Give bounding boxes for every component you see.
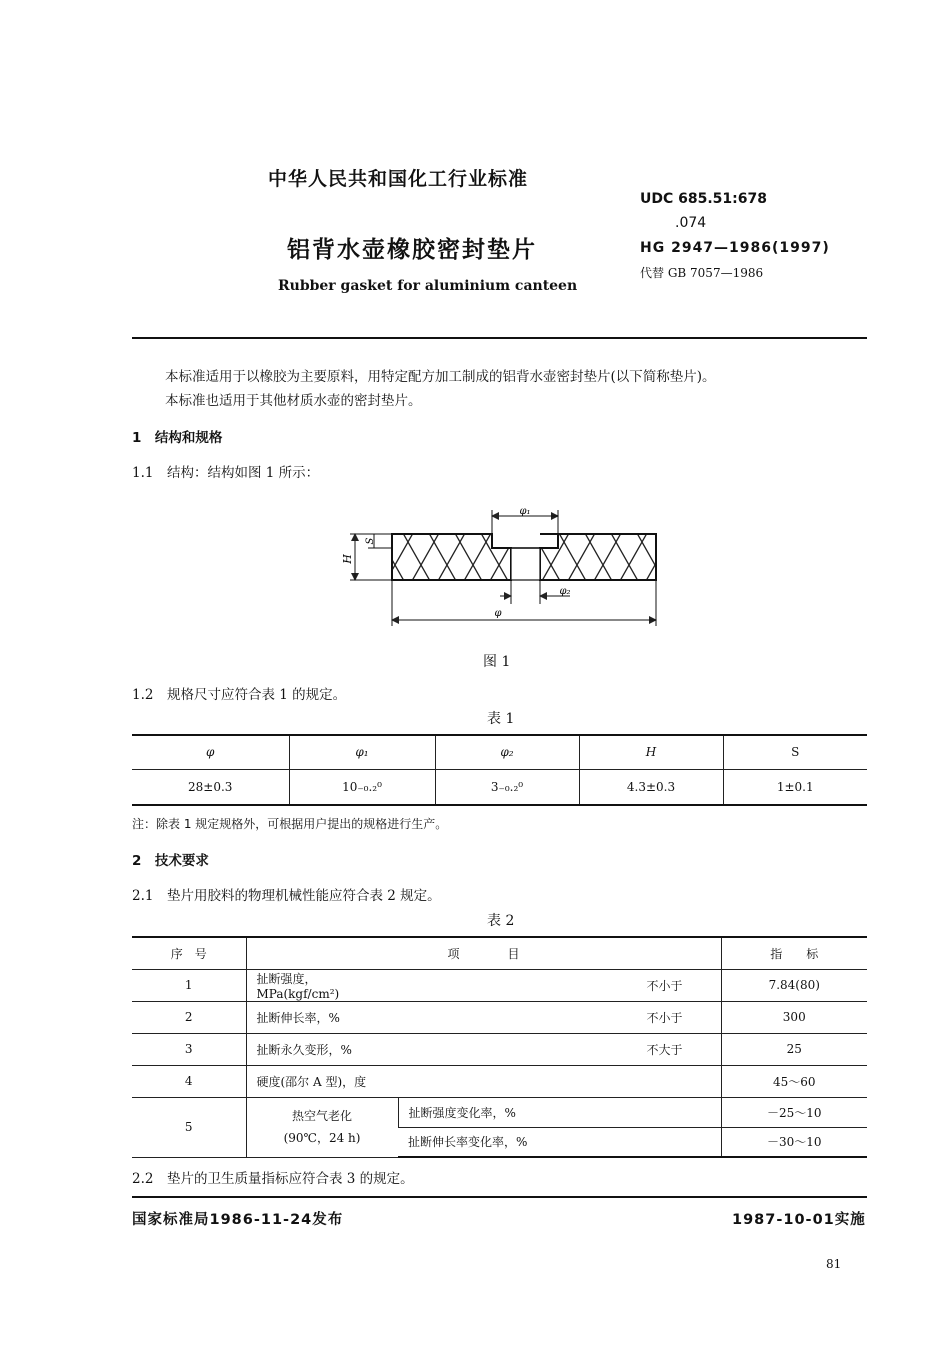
table-1-cell-h: 4.3±0.3	[579, 769, 723, 805]
clause-1-1: 1.1 结构：结构如图 1 所示：	[132, 465, 320, 481]
row-value: －30～10	[721, 1127, 867, 1157]
clause-2-2: 2.2 垫片的卫生质量指标应符合表 3 的规定。	[132, 1171, 414, 1187]
row-condition: 不小于	[398, 969, 721, 1001]
standard-category: 中华人民共和国化工行业标准	[268, 168, 529, 190]
row-item: 扯断强度变化率，%	[398, 1097, 721, 1127]
footer-rule	[132, 1196, 867, 1198]
table-1-header-phi1: φ₁	[355, 745, 369, 760]
aging-group-condition: (90℃，24 h)	[283, 1131, 361, 1145]
table-1-cell-phi2: 3₋₀.₂⁰	[435, 769, 579, 805]
row-value: －25～10	[721, 1097, 867, 1127]
dim-label-phi2: φ₂	[559, 586, 571, 597]
udc-code-continued: .074	[675, 215, 707, 231]
table-1-cell-phi: 28±0.3	[132, 769, 289, 805]
page-number: 81	[826, 1257, 842, 1271]
table-row	[132, 1065, 867, 1097]
scope-paragraph-2: 本标准也适用于其他材质水壶的密封垫片。	[165, 393, 422, 409]
row-no: 5	[132, 1097, 246, 1157]
table-1-header-phi: φ	[206, 745, 215, 760]
table-2-header-no: 序 号	[132, 937, 246, 969]
table-1	[132, 734, 867, 806]
aging-group-label: 热空气老化	[291, 1109, 352, 1123]
table-1-note: 注：除表 1 规定规格外，可根据用户提出的规格进行生产。	[132, 817, 448, 831]
row-item: 扯断伸长率变化率，%	[398, 1127, 721, 1157]
table-row	[132, 1001, 867, 1033]
row-item: 硬度(邵尔 A 型)，度	[246, 1065, 398, 1097]
figure-1-caption: 图 1	[483, 654, 511, 670]
table-1-caption: 表 1	[487, 711, 515, 727]
table-row	[132, 1097, 867, 1127]
row-value: 7.84(80)	[721, 969, 867, 1001]
row-value: 300	[721, 1001, 867, 1033]
section-2-heading: 2 技术要求	[132, 853, 209, 869]
section-1-heading: 1 结构和规格	[132, 430, 223, 446]
row-no: 4	[132, 1065, 246, 1097]
table-1-cell-s: 1±0.1	[723, 769, 867, 805]
standard-number: HG 2947—1986(1997)	[640, 240, 830, 256]
table-2-header-item: 项 目	[246, 937, 721, 969]
document-title: 铝背水壶橡胶密封垫片	[287, 237, 537, 263]
dim-label-h: H	[341, 554, 354, 564]
replaces-standard: 代替 GB 7057—1986	[640, 266, 764, 280]
table-2-caption: 表 2	[487, 913, 515, 929]
row-no: 2	[132, 1001, 246, 1033]
row-no: 1	[132, 969, 246, 1001]
clause-2-1: 2.1 垫片用胶料的物理机械性能应符合表 2 规定。	[132, 888, 441, 904]
gasket-structure-figure	[330, 496, 670, 636]
gasket-cross-section-right	[540, 534, 656, 580]
row-condition	[398, 1065, 721, 1097]
dim-label-phi: φ	[494, 608, 502, 619]
gasket-cross-section	[392, 534, 511, 580]
udc-code: UDC 685.51:678	[640, 191, 767, 207]
table-row	[132, 1033, 867, 1065]
header-rule	[132, 337, 867, 339]
table-row	[132, 969, 867, 1001]
dim-label-s: S	[365, 537, 376, 545]
scope-paragraph: 本标准适用于以橡胶为主要原料，用特定配方加工制成的铝背水壶密封垫片(以下简称垫片)。	[165, 369, 716, 385]
row-item: 扯断伸长率，%	[246, 1001, 398, 1033]
row-value: 25	[721, 1033, 867, 1065]
effective-date: 1987-10-01实施	[732, 1212, 866, 1228]
row-value: 45～60	[721, 1065, 867, 1097]
table-1-header-phi2: φ₂	[500, 745, 514, 760]
table-1-header-s: S	[791, 745, 800, 760]
row-no: 3	[132, 1033, 246, 1065]
row-item: 扯断永久变形，%	[246, 1033, 398, 1065]
dim-label-phi1: φ₁	[519, 506, 531, 517]
issue-date: 国家标准局1986-11-24发布	[132, 1212, 344, 1228]
clause-1-2: 1.2 规格尺寸应符合表 1 的规定。	[132, 687, 347, 703]
row-condition: 不小于	[398, 1001, 721, 1033]
row-item: 扯断强度，MPa(kgf/cm²)	[246, 969, 398, 1001]
table-1-cell-phi1: 10₋₀.₂⁰	[289, 769, 435, 805]
document-title-english: Rubber gasket for aluminium canteen	[278, 278, 578, 294]
row-condition: 不大于	[398, 1033, 721, 1065]
table-1-header-h: H	[645, 745, 657, 760]
table-2-header-value: 指 标	[721, 937, 867, 969]
table-2	[132, 936, 867, 1158]
aging-group-cell	[246, 1097, 398, 1157]
